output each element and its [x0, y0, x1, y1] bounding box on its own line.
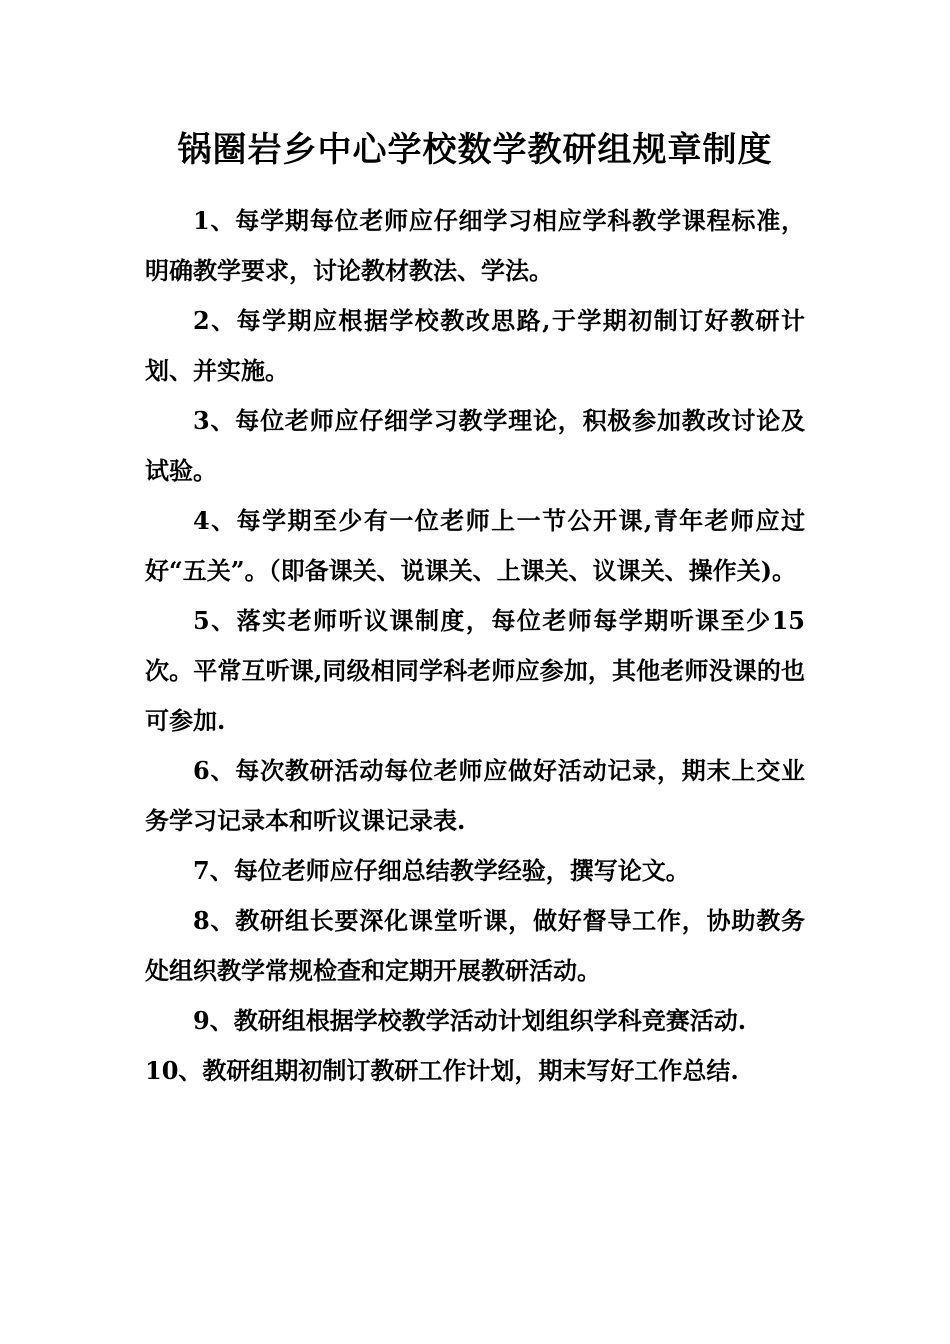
rule-item-6: 6、每次教研活动每位老师应做好活动记录，期末上交业务学习记录本和听议课记录表. [145, 756, 805, 835]
rule-item-1: 1、每学期每位老师应仔细学习相应学科教学课程标准，明确教学要求，讨论教材教法、学法。 [145, 206, 805, 285]
rule-item-5: 5、落实老师听议课制度，每位老师每学期听课至少15次。平常互听课,同级相同学科老师应参加，其他老师没课的也可参加. [145, 606, 805, 735]
rule-item-7: 7、每位老师应仔细总结教学经验，撰写论文。 [193, 856, 690, 885]
rule-item-8: 8、教研组长要深化课堂听课，做好督导工作，协助教务处组织教学常规检查和定期开展教研活动。 [145, 906, 805, 985]
rule-item-4: 4、每学期至少有一位老师上一节公开课,青年老师应过好“五关”。（即备课关、说课关、上课关、议课关、操作关)。 [145, 506, 805, 585]
document-title: 锅圈岩乡中心学校数学教研组规章制度 [177, 130, 773, 170]
rule-item-3: 3、每位老师应仔细学习教学理论，积极参加教改讨论及试验。 [145, 406, 805, 485]
rule-item-9: 9、教研组根据学校教学活动计划组织学科竞赛活动. [193, 1006, 747, 1035]
rule-item-10: 10、教研组期初制订教研工作计划，期末写好工作总结. [145, 1056, 739, 1085]
rules-list [145, 196, 805, 1096]
rule-item-2: 2、每学期应根据学校教改思路,于学期初制订好教研计划、并实施。 [145, 306, 805, 385]
